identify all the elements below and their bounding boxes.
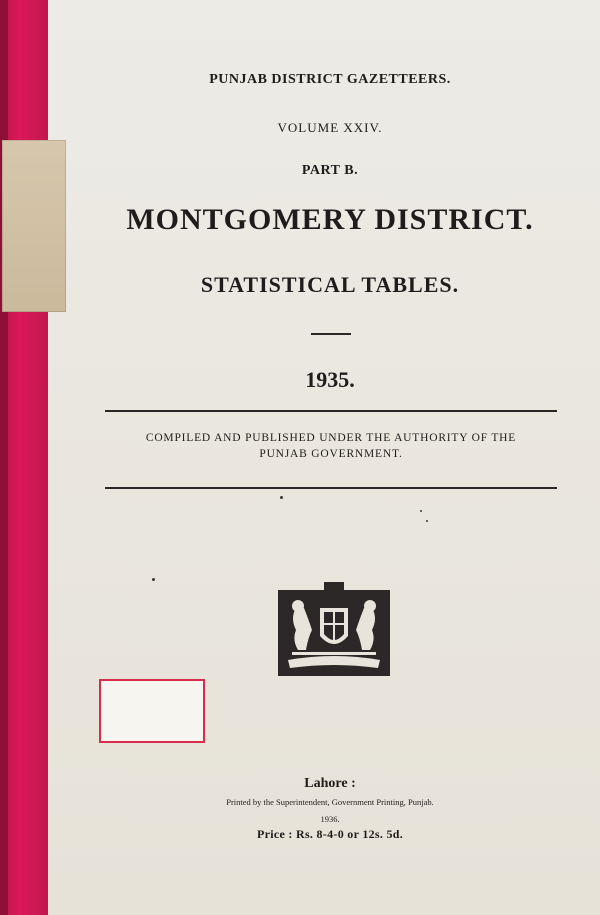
- ink-speck: [420, 510, 422, 512]
- authority-line-1: COMPILED AND PUBLISHED UNDER THE AUTHORITY OF THE: [145, 432, 517, 444]
- printer-line: Printed by the Superintendent, Government Printing, Punjab.: [226, 797, 434, 807]
- series-title: PUNJAB DISTRICT GAZETTEERS.: [209, 72, 451, 87]
- royal-coat-of-arms-icon: [278, 578, 390, 676]
- ink-speck: [280, 496, 283, 499]
- district-title: MONTGOMERY DISTRICT.: [126, 203, 534, 236]
- ink-speck: [426, 520, 428, 522]
- authority-line-2: PUNJAB GOVERNMENT.: [259, 448, 403, 460]
- paper-tape-patch: [2, 140, 66, 312]
- volume-number: VOLUME XXIV.: [277, 120, 383, 135]
- part-label: PART B.: [301, 163, 359, 178]
- short-divider: [311, 333, 351, 335]
- ink-speck: [152, 578, 155, 581]
- spine-edge: [0, 0, 8, 915]
- library-label: [99, 679, 205, 743]
- price-line: Price : Rs. 8-4-0 or 12s. 5d.: [256, 827, 404, 841]
- rule-top: [105, 410, 557, 412]
- place-of-publication: Lahore :: [304, 776, 356, 791]
- authority-statement: [105, 430, 557, 462]
- rule-bottom: [105, 487, 557, 489]
- publication-year: 1935.: [305, 367, 355, 392]
- print-year: 1936.: [320, 814, 340, 824]
- subtitle: STATISTICAL TABLES.: [200, 272, 460, 297]
